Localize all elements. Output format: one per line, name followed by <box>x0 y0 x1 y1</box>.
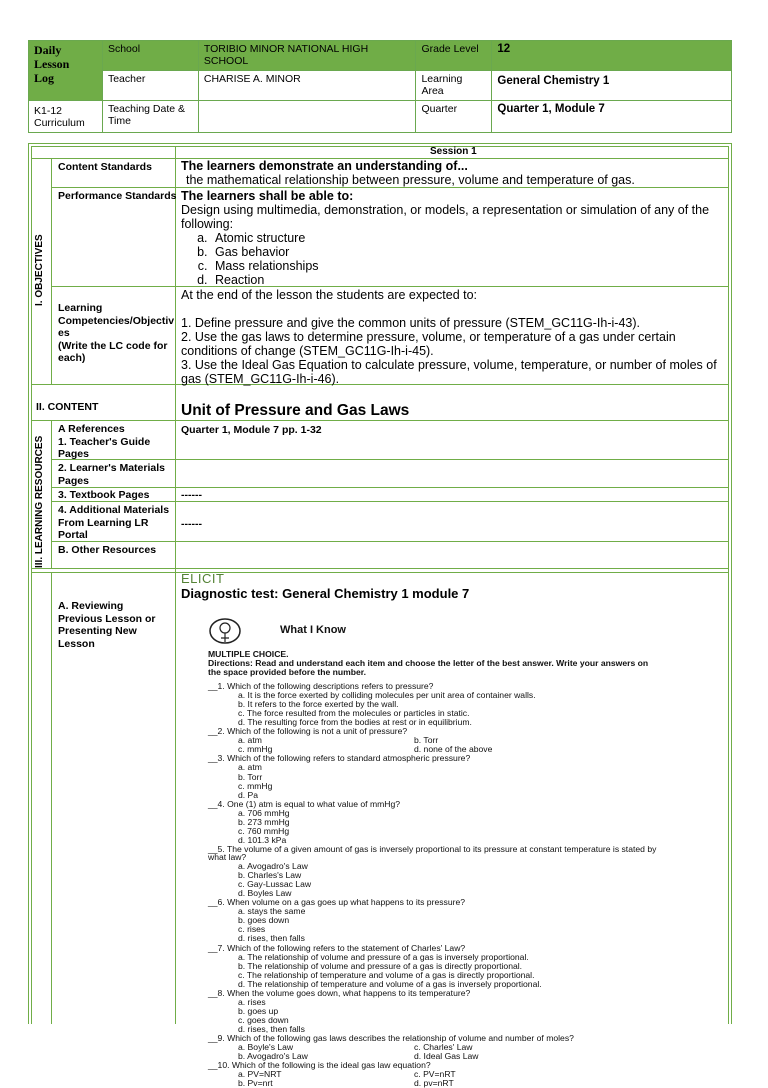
option: b. goes up <box>238 1005 279 1016</box>
diagnostic-test-sheet <box>208 616 662 1088</box>
references-label <box>58 423 173 461</box>
additional-materials-label: 4. Additional Materials From Learning LR Portal <box>58 504 170 541</box>
option: b. Charles's Law <box>238 870 302 881</box>
textbook-label: 3. Textbook Pages <box>58 489 150 501</box>
option-row <box>208 1043 662 1052</box>
lc-item: 3. Use the Ideal Gas Equation to calculate pressure, volume, temperature, or number of moles of gas (STEM_GC11G-Ih-i-46). <box>181 358 717 386</box>
learning-competencies-label <box>58 302 173 365</box>
title-line: Lesson <box>34 57 70 71</box>
performance-standards-cell <box>181 189 725 287</box>
question <box>208 800 662 845</box>
area-value: General Chemistry 1 <box>492 71 732 101</box>
option: d. Pa <box>238 789 259 800</box>
teacher-value: CHARISE A. MINOR <box>198 71 416 101</box>
elicit-heading: ELICIT <box>181 571 225 586</box>
performance-standards-heading: The learners shall be able to: <box>181 189 354 203</box>
resources-side-label: III. LEARNING RESOURCES <box>34 435 45 568</box>
option: a. It is the force exerted by colliding molecules per unit area of container walls. <box>238 690 536 701</box>
lc-label-line: es <box>58 327 70 339</box>
option: d. pv=nRT <box>414 1077 454 1088</box>
option: c. rises <box>238 924 266 935</box>
school-label: School <box>102 41 198 71</box>
lc-label-line: Learning <box>58 302 103 314</box>
option: a. 706 mmHg <box>238 807 290 818</box>
option: d. Boyles Law <box>238 888 292 899</box>
option-row <box>208 1079 662 1088</box>
learning-competencies-cell <box>181 288 725 386</box>
option: c. Gay-Lussac Law <box>238 879 312 890</box>
option: c. goes down <box>238 1014 289 1025</box>
option: a. PV=NRT <box>238 1068 282 1079</box>
additional-materials-value: ------ <box>181 518 202 530</box>
option: c. mmHg <box>238 744 273 755</box>
question <box>208 1061 662 1088</box>
textbook-value: ------ <box>181 489 202 501</box>
question <box>208 754 662 799</box>
lc-item: 2. Use the gas laws to determine pressure, volume, or temperature of a gas under certain conditions of change (STEM_GC11G-Ih-i-45). <box>181 330 676 358</box>
quarter-label: Quarter <box>416 101 492 133</box>
option: b. Torr <box>414 735 439 746</box>
daily-lesson-log-title <box>29 41 103 101</box>
header-table <box>28 40 732 133</box>
option: a. rises <box>238 996 266 1007</box>
question-text: __3. Which of the following refers to standard atmospheric pressure? <box>208 753 471 764</box>
performance-standards-text: Design using multimedia, demonstration, or models, a representation or simulation of any of the following: <box>181 203 710 231</box>
option-row <box>208 1052 662 1061</box>
question-text: __5. The volume of a given amount of gas is inversely proportional to its pressure at constant temperature is stated by what law? <box>208 843 657 863</box>
option: a. Avogadro's Law <box>238 861 308 872</box>
option: b. Torr <box>238 771 263 782</box>
lc-label-line: Competencies/Objectiv <box>58 314 175 327</box>
question <box>208 989 662 1034</box>
option: d. Ideal Gas Law <box>414 1050 479 1061</box>
question-text: __4. One (1) atm is equal to what value of mmHg? <box>208 798 401 809</box>
option: d. none of the above <box>414 744 493 755</box>
option: b. goes down <box>238 915 290 926</box>
title-line: Log <box>34 71 55 85</box>
option: a. The relationship of volume and pressure of a gas is inversely proportional. <box>238 951 529 962</box>
tg-value: Quarter 1, Module 7 pp. 1-32 <box>181 424 322 436</box>
grade-label: Grade Level <box>416 41 492 71</box>
teacher-label: Teacher <box>102 71 198 101</box>
tg-label: 1. Teacher's Guide Pages <box>58 435 151 460</box>
option: d. The relationship of temperature and volume of a gas is inversely proportional. <box>238 978 542 989</box>
option: a. Boyle's Law <box>238 1041 294 1052</box>
performance-standards-label: Performance Standards <box>58 190 177 202</box>
option: a. atm <box>238 762 262 773</box>
option: c. PV=nRT <box>414 1068 456 1079</box>
option: a. atm <box>238 735 262 746</box>
grade-value: 12 <box>492 41 732 71</box>
quarter-value: Quarter 1, Module 7 <box>492 101 732 133</box>
curriculum-label: K1-12 Curriculum <box>29 101 103 133</box>
question <box>208 944 662 989</box>
what-i-know-header <box>208 616 662 646</box>
option-row <box>208 1070 662 1079</box>
option: b. Avogadro's Law <box>238 1050 308 1061</box>
question <box>208 682 662 727</box>
lc-item: 1. Define pressure and give the common units of pressure (STEM_GC11G-Ih-i-43). <box>181 316 640 330</box>
area-label: Learning Area <box>416 71 492 101</box>
date-label: Teaching Date & Time <box>102 101 198 133</box>
question-text: __1. Which of the following descriptions refers to pressure? <box>208 681 434 692</box>
content-standards-heading: The learners demonstrate an understanding of... <box>181 159 468 173</box>
option: d. 101.3 kPa <box>238 834 287 845</box>
list-item: b. Gas behavior <box>211 245 725 259</box>
other-resources-label: B. Other Resources <box>58 544 157 556</box>
question-text: __7. Which of the following refers to the statement of Charles' Law? <box>208 942 466 953</box>
mc-heading: MULTIPLE CHOICE. <box>208 649 289 659</box>
option: c. The force resulted from the molecules or particles in static. <box>238 708 470 719</box>
question-text: __9. Which of the following gas laws describes the relationship of volume and number of moles? <box>208 1032 574 1043</box>
session-header: Session 1 <box>430 146 477 157</box>
brain-head-icon <box>208 616 242 646</box>
content-standards-text: the mathematical relationship between pressure, volume and temperature of gas. <box>186 173 635 187</box>
list-item: d. Reaction <box>211 273 725 287</box>
option: b. It refers to the force exerted by the wall. <box>238 699 399 710</box>
title-line: Daily <box>34 43 62 57</box>
option: c. mmHg <box>238 780 273 791</box>
lm-label: 2. Learner's Materials Pages <box>58 462 165 487</box>
school-value: TORIBIO MINOR NATIONAL HIGH SCHOOL <box>198 41 416 71</box>
question-text: __10. Which of the following is the ideal gas law equation? <box>208 1059 431 1070</box>
refs-label: A References <box>58 423 125 435</box>
objectives-side-label: I. OBJECTIVES <box>34 234 45 306</box>
test-directions: Directions: Read and understand each item and choose the letter of the best answer. Write your answers on the space provided before the number. <box>208 658 649 678</box>
option: c. 760 mmHg <box>238 825 290 836</box>
option: b. The relationship of volume and pressure of a gas is directly proportional. <box>238 960 523 971</box>
option: d. rises, then falls <box>238 1023 305 1034</box>
list-item: a. Atomic structure <box>211 231 725 245</box>
question <box>208 898 662 943</box>
what-i-know-title: What I Know <box>280 624 346 637</box>
list-item: c. Mass relationships <box>211 259 725 273</box>
question <box>208 845 662 898</box>
lc-intro: At the end of the lesson the students are expected to: <box>181 288 478 302</box>
question <box>208 1034 662 1061</box>
option: c. Charles' Law <box>414 1041 473 1052</box>
option: c. The relationship of temperature and volume of a gas is directly proportional. <box>238 969 535 980</box>
question-text: __8. When the volume goes down, what happens to its temperature? <box>208 987 471 998</box>
option: b. Pv=nrt <box>238 1077 273 1088</box>
content-label: II. CONTENT <box>36 401 99 413</box>
content-standards-label: Content Standards <box>58 161 152 173</box>
diagnostic-test-title: Diagnostic test: General Chemistry 1 module 7 <box>181 586 470 601</box>
question-text: __6. When volume on a gas goes up what happens to its pressure? <box>208 897 466 908</box>
performance-list <box>181 231 725 287</box>
option: d. The resulting force from the bodies at rest or in equilibrium. <box>238 717 472 728</box>
date-value <box>198 101 416 133</box>
question <box>208 727 662 754</box>
question-text: __2. Which of the following is not a unit of pressure? <box>208 726 408 737</box>
option: a. stays the same <box>238 906 306 917</box>
option: d. rises, then falls <box>238 933 305 944</box>
content-value: Unit of Pressure and Gas Laws <box>181 402 410 419</box>
procedure-a-label: A. Reviewing Previous Lesson or Presenting New Lesson <box>58 600 156 650</box>
lc-label-note: (Write the LC code for each) <box>58 339 168 364</box>
option: b. 273 mmHg <box>238 816 290 827</box>
